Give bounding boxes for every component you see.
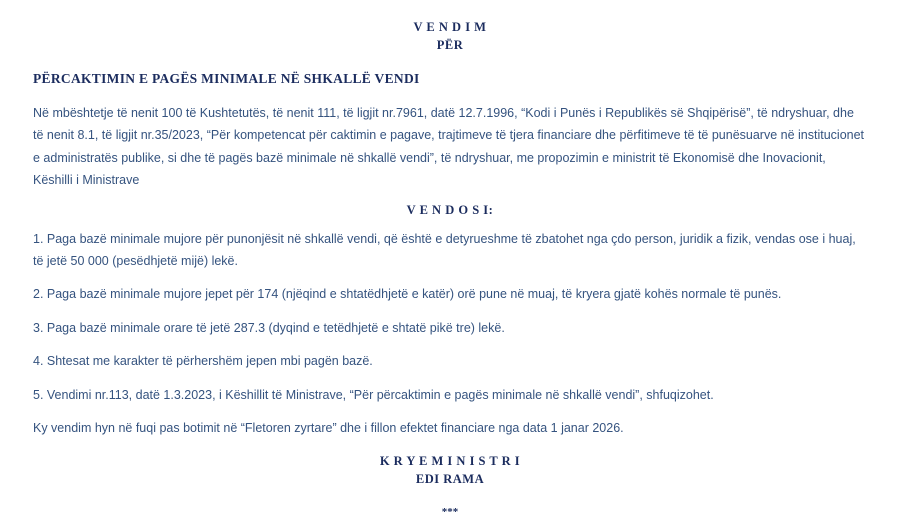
- document-subject-heading: PËRCAKTIMIN E PAGËS MINIMALE NË SHKALLË VENDI: [33, 71, 420, 86]
- signature-name: EDI RAMA: [415, 472, 485, 487]
- signature-title: K R Y E M I N I S T R I: [379, 454, 521, 469]
- decision-header: V E N D O S I:: [406, 202, 494, 217]
- decision-point-2: 2. Paga bazë minimale mujore jepet për 174 (njëqind e shtatëdhjetë e katër) orë pune në muaj, të kryera gjatë kohës normale të punës.: [33, 287, 782, 302]
- decision-point-4: 4. Shtesat me karakter të përhershëm jepen mbi pagën bazë.: [33, 354, 373, 369]
- decision-point-5: 5. Vendimi nr.113, datë 1.3.2023, i Këshillit të Ministrave, “Për përcaktimin e pagës minimale në shkallë vendi”, shfuqizohet.: [33, 387, 714, 402]
- document-title: V E N D I M: [413, 20, 487, 34]
- decision-point-1: 1. Paga bazë minimale mujore për punonjësit në shkallë vendi, që është e detyrueshme të zbatohet nga çdo person, juridik a fizik, vendas ose i huaj, të jetë 50 000 (pesëdhjetë mijë) lekë.: [33, 231, 856, 269]
- decision-point-3: 3. Paga bazë minimale orare të jetë 287.3 (dyqind e tetëdhjetë e shtatë pikë tre) lekë.: [33, 320, 505, 335]
- footer-separator-mark: ***: [441, 506, 459, 519]
- preamble-paragraph: Në mbështetje të nenit 100 të Kushtetutës, të nenit 111, të ligjit nr.7961, datë 12.7.1996, “Kodi i Punës i Republikës së Shqipërisë”, të ndryshuar, dhe të nenit 8.1, të ligjit nr.35/2023, “Për kompetencat për caktimin e pagave, trajtimeve të tjera financiare dhe përfitimeve të të punësuarve në institucionet e administratës publike, si dhe të pagës bazë minimale në shkallë vendi”, të ndryshuar, me propozimin e ministrit të Ekonomisë dhe Inovacionit, Këshilli i Ministrave: [33, 106, 865, 188]
- closing-paragraph: Ky vendim hyn në fuqi pas botimit në “Fletoren zyrtare” dhe i fillon efektet financiare nga data 1 janar 2026.: [33, 421, 624, 436]
- document-title-for: PËR: [436, 38, 464, 52]
